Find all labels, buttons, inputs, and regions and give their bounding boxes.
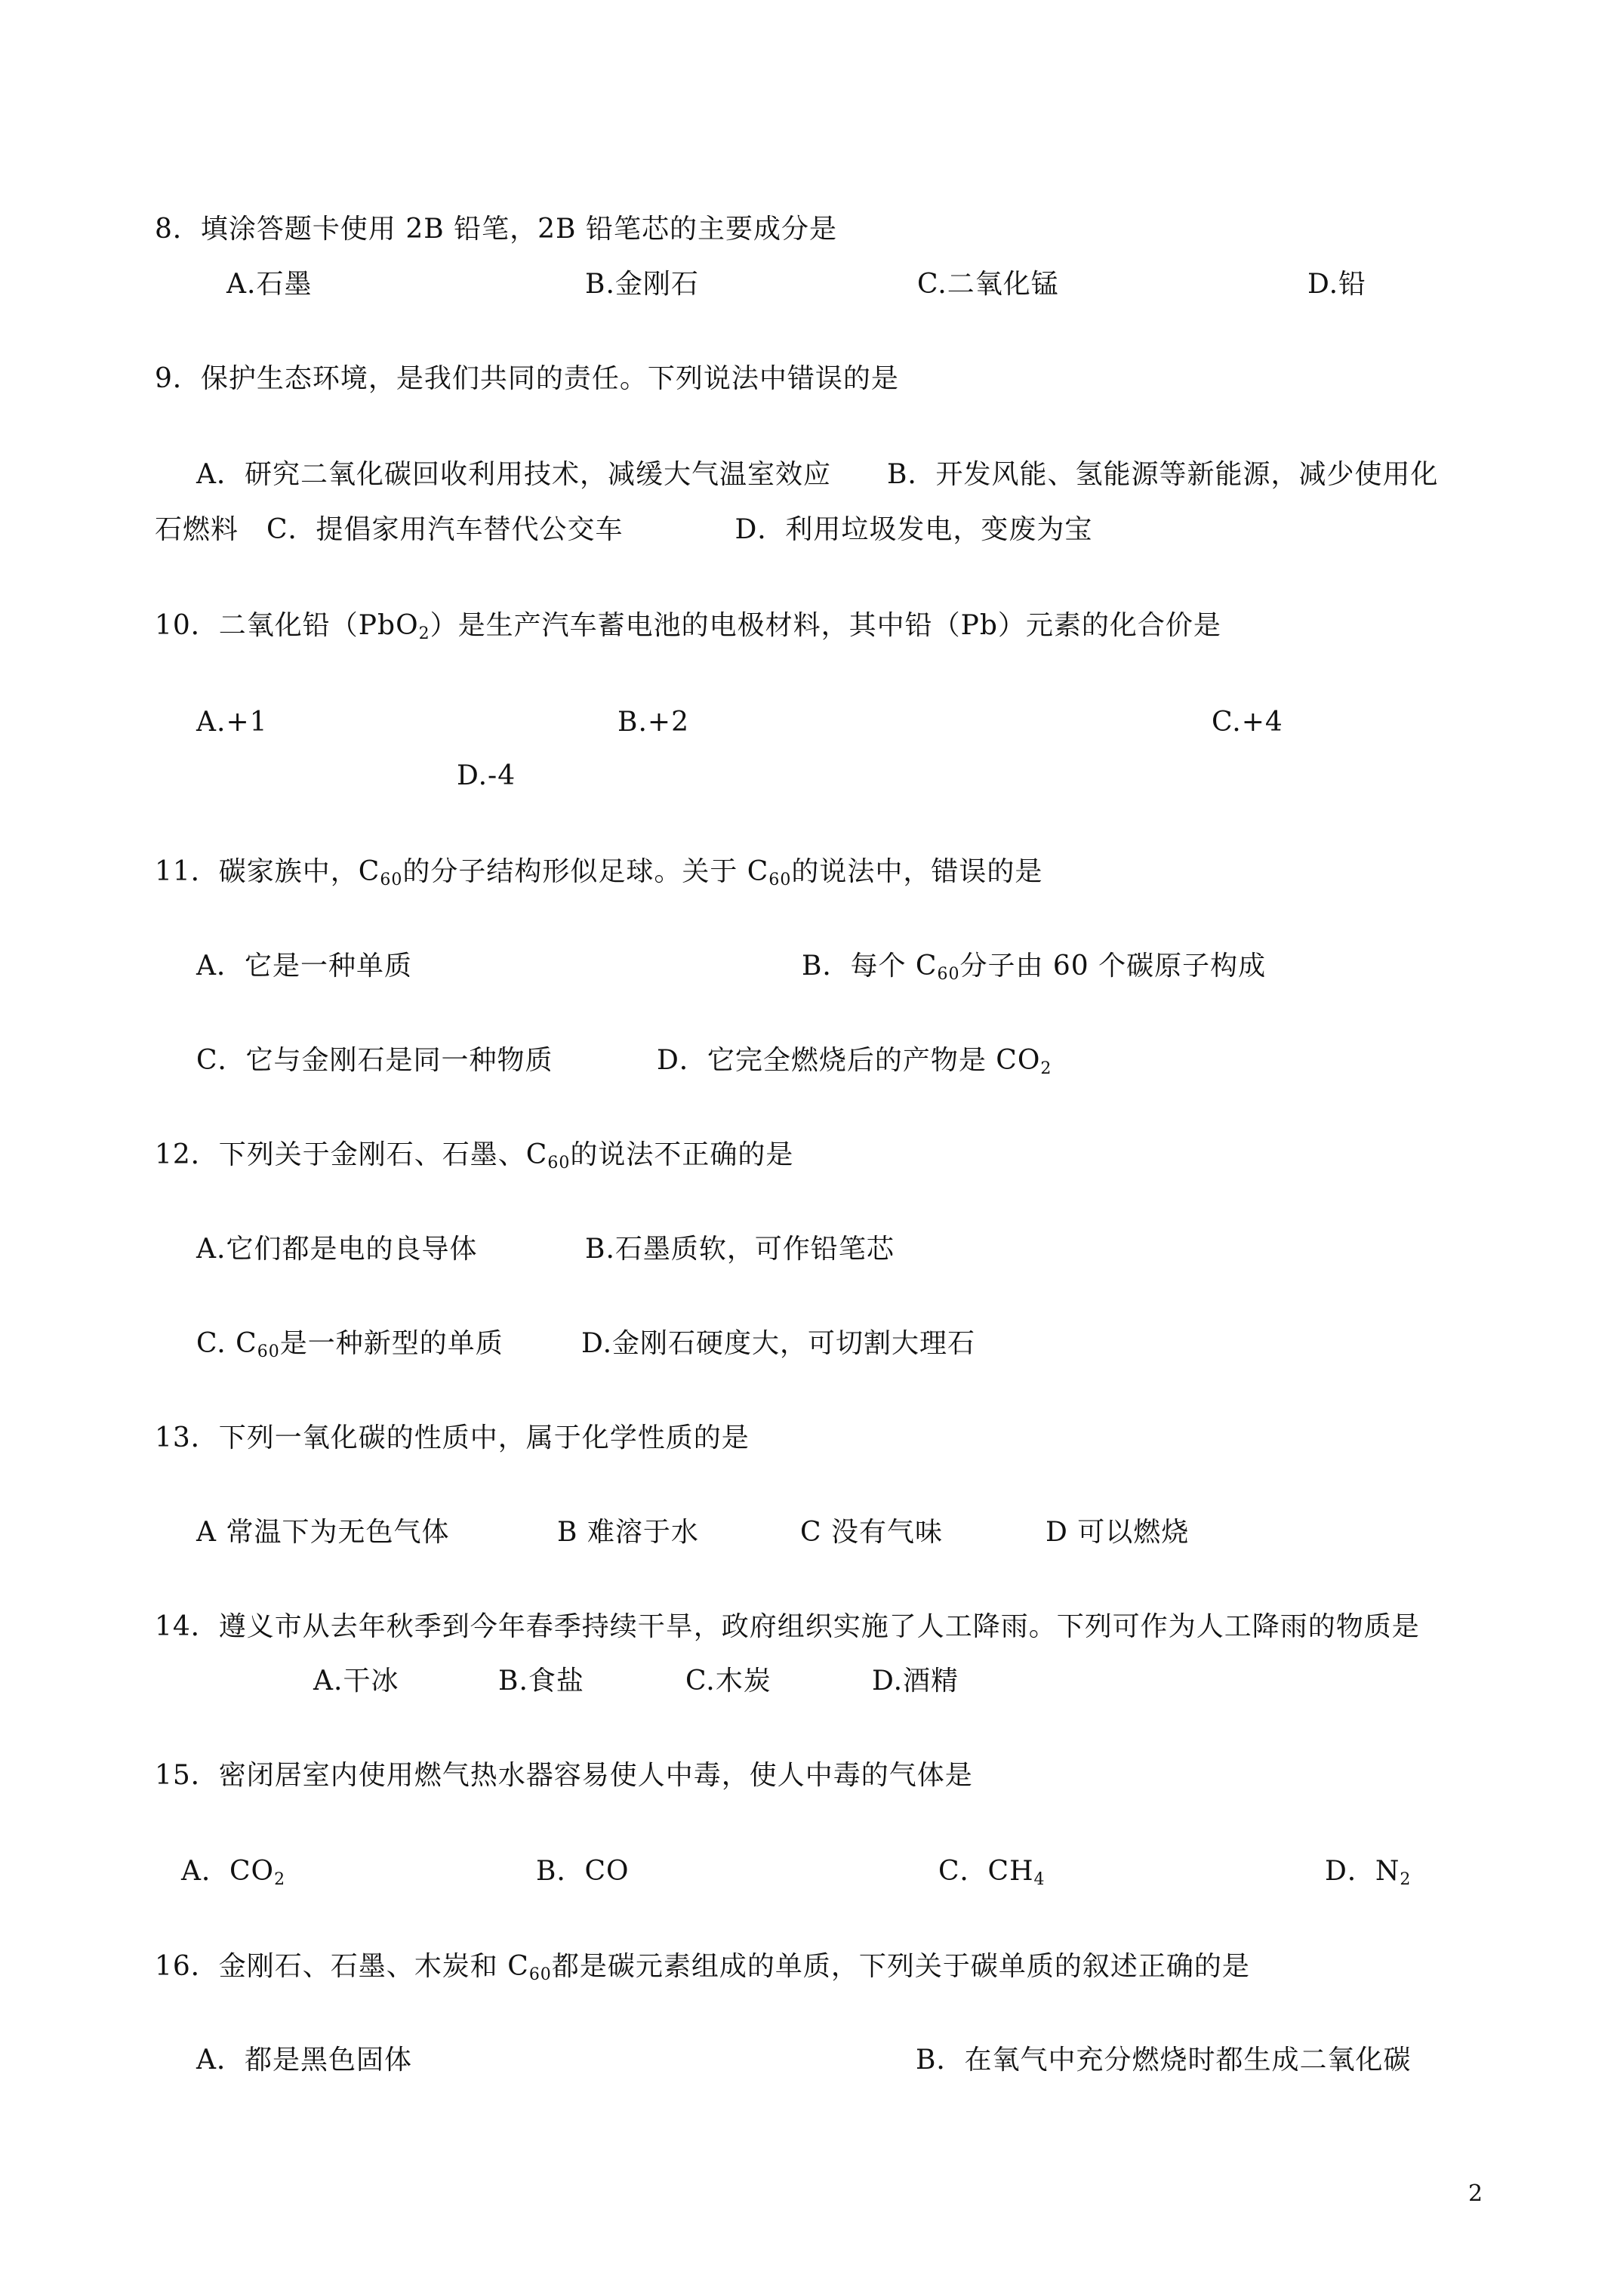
question-8-option-c: C.二氧化锰 bbox=[917, 269, 1059, 300]
question-8-option-d: D.铅 bbox=[1307, 269, 1367, 300]
question-11-stem: 11．碳家族中，$C_{60}$的分子结构形似足球。关于 $C_{60}$的说法中，错误的是 bbox=[155, 856, 1043, 889]
question-11-option-c: C．它与金刚石是同一种物质 bbox=[196, 1045, 553, 1076]
question-15-option-d: D．$N_2$ bbox=[1325, 1856, 1412, 1889]
question-10-option-a: A.+1 bbox=[196, 707, 268, 738]
question-12-option-b: B.石墨质软，可作铅笔芯 bbox=[585, 1234, 895, 1265]
question-12-option-d: D.金刚石硬度大，可切割大理石 bbox=[581, 1328, 976, 1359]
question-15-option-b: B．CO bbox=[536, 1856, 630, 1887]
question-9-stem: 9．保护生态环境，是我们共同的责任。下列说法中错误的是 bbox=[155, 363, 899, 394]
question-10-option-b: B.+2 bbox=[617, 707, 689, 738]
question-12-option-a: A.它们都是电的良导体 bbox=[196, 1234, 478, 1265]
question-15-option-c: C．$CH_4$ bbox=[938, 1856, 1046, 1889]
question-14-stem: 14．遵义市从去年秋季到今年春季持续干旱，政府组织实施了人工降雨。下列可作为人工降雨的物质是 bbox=[155, 1611, 1420, 1642]
question-10-stem: 10．二氧化铅（PbO$_2$）是生产汽车蓄电池的电极材料，其中铅（Pb）元素的化合价是 bbox=[155, 610, 1221, 643]
question-13-option-b: B 难溶于水 bbox=[557, 1517, 699, 1548]
question-16-stem: 16．金刚石、石墨、木炭和 $C_{60}$都是碳元素组成的单质，下列关于碳单质的叙述正确的是 bbox=[155, 1951, 1250, 1984]
question-11-option-b: B．每个 $C_{60}$分子由 60 个碳原子构成 bbox=[802, 951, 1267, 984]
question-12-stem: 12．下列关于金刚石、石墨、$C_{60}$的说法不正确的是 bbox=[155, 1139, 794, 1173]
question-8-stem: 8．填涂答题卡使用 2B 铅笔，2B 铅笔芯的主要成分是 bbox=[155, 214, 837, 245]
question-13-option-c: C 没有气味 bbox=[800, 1517, 943, 1548]
question-13-option-d: D 可以燃烧 bbox=[1046, 1517, 1190, 1548]
question-8-option-b: B.金刚石 bbox=[585, 269, 699, 300]
question-10-option-c: C.+4 bbox=[1212, 707, 1283, 738]
question-9-options-line-2: 石燃料 C．提倡家用汽车替代公交车 D．利用垃圾发电，变废为宝 bbox=[155, 514, 1093, 545]
question-16-option-b: B．在氧气中充分燃烧时都生成二氧化碳 bbox=[916, 2045, 1412, 2076]
question-9-options-line-1: A．研究二氧化碳回收利用技术，减缓大气温室效应 B．开发风能、氢能源等新能源，减少使用化 bbox=[196, 459, 1439, 490]
question-14-option-c: C.木炭 bbox=[685, 1666, 771, 1697]
question-11-option-d: D．它完全燃烧后的产物是 $CO_2$ bbox=[657, 1045, 1052, 1078]
question-8-option-a: A.石墨 bbox=[226, 269, 313, 300]
question-14-option-a: A.干冰 bbox=[313, 1666, 399, 1697]
question-12-option-c: C. $C_{60}$是一种新型的单质 bbox=[196, 1328, 504, 1361]
question-14-option-b: B.食盐 bbox=[498, 1666, 584, 1697]
question-10-option-d: D.-4 bbox=[457, 760, 516, 791]
question-15-option-a: A．$CO_2$ bbox=[181, 1856, 286, 1889]
page-number: 2 bbox=[1468, 2180, 1483, 2207]
question-16-option-a: A．都是黑色固体 bbox=[196, 2045, 412, 2076]
question-13-option-a: A 常温下为无色气体 bbox=[196, 1517, 450, 1548]
question-14-option-d: D.酒精 bbox=[872, 1666, 959, 1697]
question-11-option-a: A．它是一种单质 bbox=[196, 951, 412, 982]
question-13-stem: 13．下列一氧化碳的性质中，属于化学性质的是 bbox=[155, 1422, 750, 1453]
question-15-stem: 15．密闭居室内使用燃气热水器容易使人中毒，使人中毒的气体是 bbox=[155, 1760, 973, 1791]
